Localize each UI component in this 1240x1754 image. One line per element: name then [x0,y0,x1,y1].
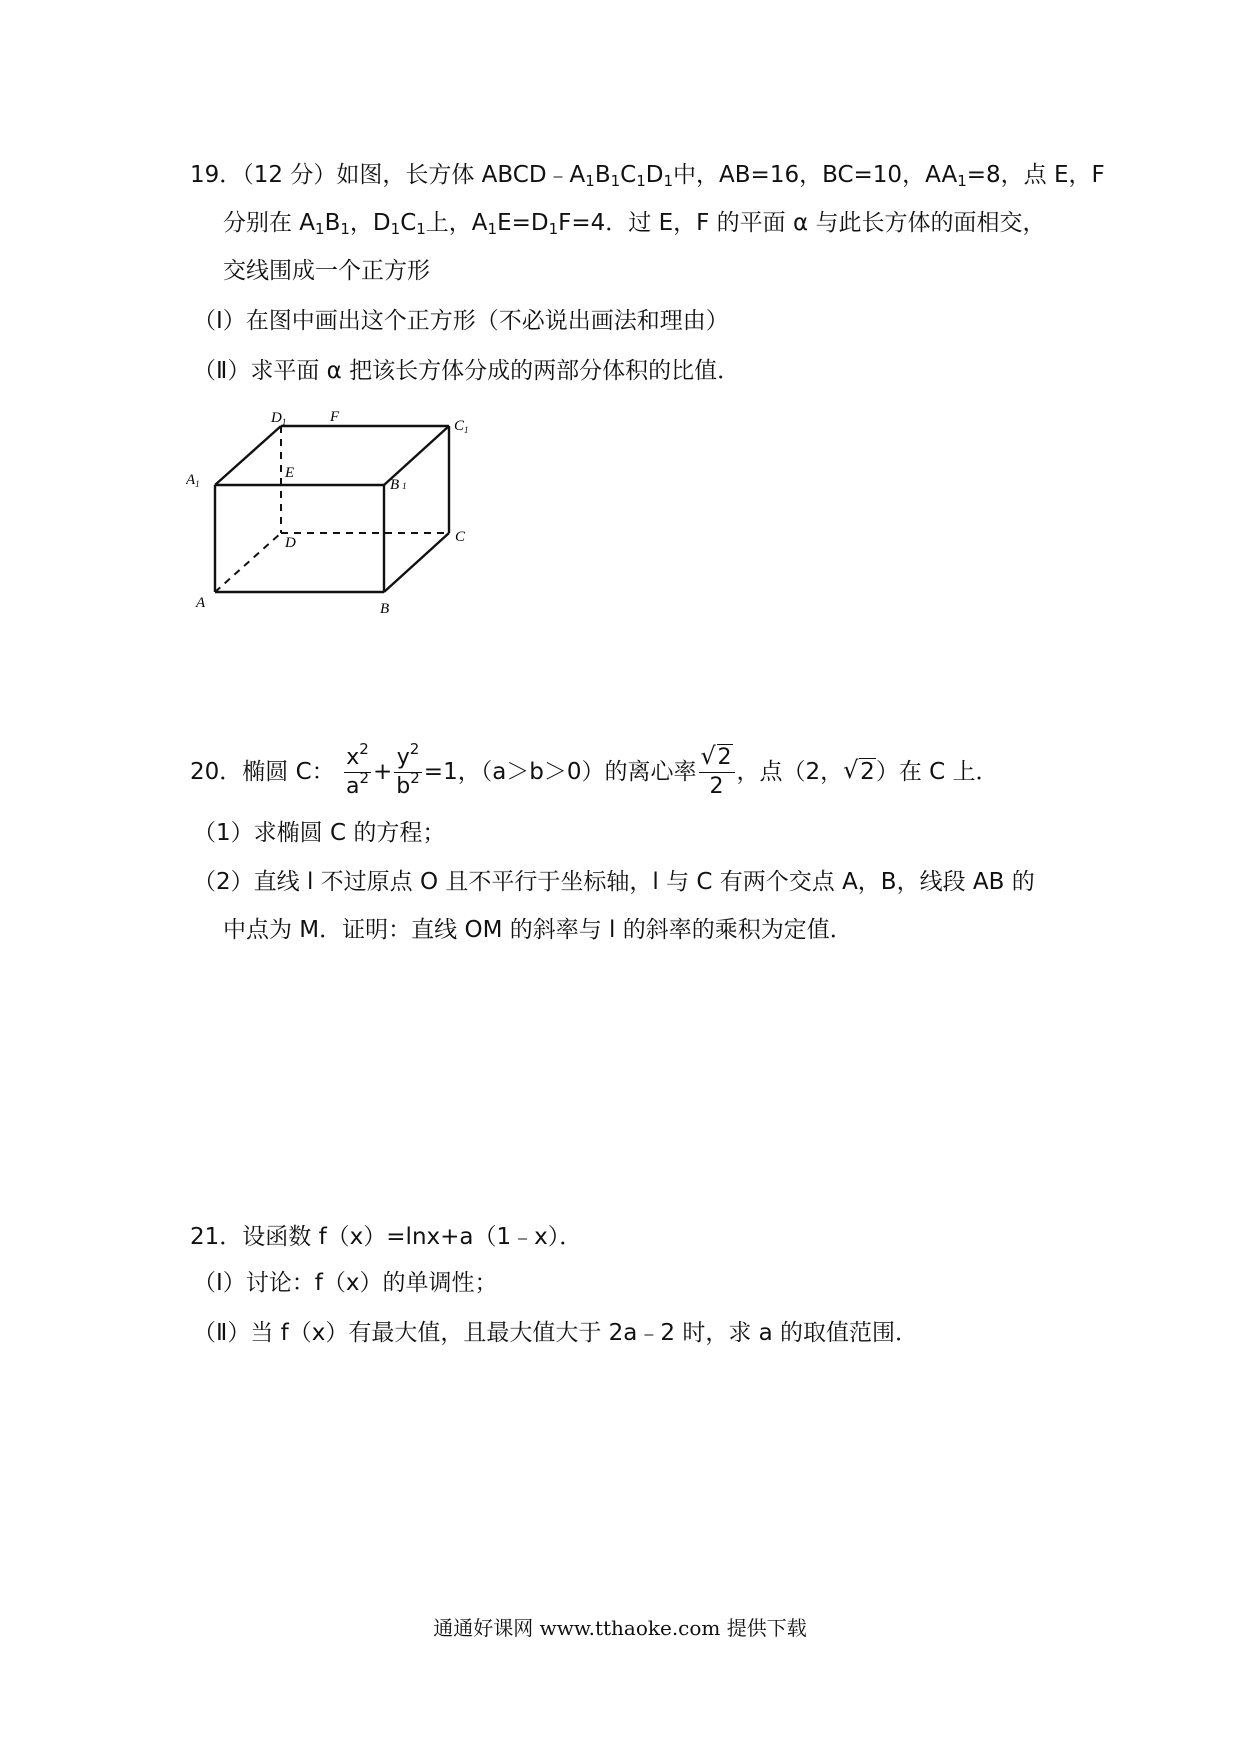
fraction-y2-b2: $\frac{y^2}{b^2}$ [396,740,420,799]
q19-text: =8，点 E，F [966,162,1105,188]
q19-text: E=D [497,210,549,236]
label-D: D [285,535,296,551]
label-C: C [455,529,466,545]
cuboid-figure [186,400,486,620]
label-A1: $A_1$ [186,472,200,489]
subscript: 1 [315,220,325,238]
q20-part1: （1）求椭圆 C 的方程； [193,820,446,846]
fraction-sqrt2-over-2: √ 2 2 [699,744,735,801]
q21-line: 21．设函数 f（x）=lnx+a（1﹣x）． [190,1224,583,1250]
label-D1: $D_1$ [271,410,287,427]
label-C1: $C_1$ [454,418,469,435]
q20-part2b: 中点为 M．证明：直线 OM 的斜率与 l 的斜率的乘积为定值． [223,917,853,943]
label-F: F [330,409,340,425]
q20-number: 20． [190,759,243,785]
label-A: A [196,595,206,611]
plus-sign: + [373,759,393,785]
q19-text: ，D [349,210,391,236]
q21-part2: （Ⅱ）当 f（x）有最大值，且最大值大于 2a﹣2 时，求 a 的取值范围． [193,1320,919,1346]
q20-line1 [190,740,999,801]
q20-text: =1，（a＞b＞0）的离心率 [423,759,697,785]
q19-number: 19． [190,162,243,188]
edge-AD-hidden [215,533,281,592]
q19-line2 [223,208,1045,238]
q19-text: 中，AB=16，BC=10，AA [673,162,958,188]
q19-part2: （Ⅱ）求平面 α 把该长方体分成的两部分体积的比值． [193,358,741,384]
subscript: 1 [340,220,350,238]
q19-score: （12 分） [242,162,337,188]
subscript: 1 [585,172,595,190]
q19-text: 分别在 A [223,210,316,236]
subscript: 1 [390,220,401,238]
q20-text: ，点（2， [736,759,844,785]
fraction-x2-a2: $\frac{x^2}{a^2}$ [345,740,369,799]
subscript: 1 [487,220,498,238]
q19-text: 上，A [425,210,488,236]
q21-part1: （Ⅰ）讨论：f（x）的单调性； [193,1270,498,1296]
subscript: 1 [663,172,674,190]
q19-part1: （Ⅰ）在图中画出这个正方形（不必说出画法和理由） [193,308,729,334]
subscript: 1 [610,172,621,190]
q19-text: B [594,162,611,188]
q19-line1 [190,160,1105,190]
subscript: 1 [636,172,646,190]
q19-text: F=4．过 E，F 的平面 α 与此长方体的面相交， [558,210,1046,236]
sqrt-2: √ 2 [843,756,875,785]
edge-BC [384,533,449,592]
footer-credit: 通通好课网 www.tthaoke.com 提供下载 [433,1616,807,1640]
subscript: 1 [416,220,426,238]
label-E: E [285,465,295,481]
q19-text: C [620,162,637,188]
label-B1: B 1 [390,477,407,493]
q20-text: 椭圆 C： [242,759,335,785]
q19-text: 如图，长方体 ABCD﹣A [336,162,586,188]
subscript: 1 [548,220,559,238]
edge-A1D1 [215,426,281,485]
label-B: B [380,601,390,617]
q20-part2a: （2）直线 l 不过原点 O 且不平行于坐标轴，l 与 C 有两个交点 A，B，线段 AB 的 [193,869,1035,895]
q19-text: B [324,210,341,236]
q20-text: ）在 C 上． [875,759,999,785]
q19-line3: 交线围成一个正方形 [223,258,430,284]
q19-text: D [645,162,664,188]
q19-text: C [400,210,417,236]
subscript: 1 [957,172,967,190]
